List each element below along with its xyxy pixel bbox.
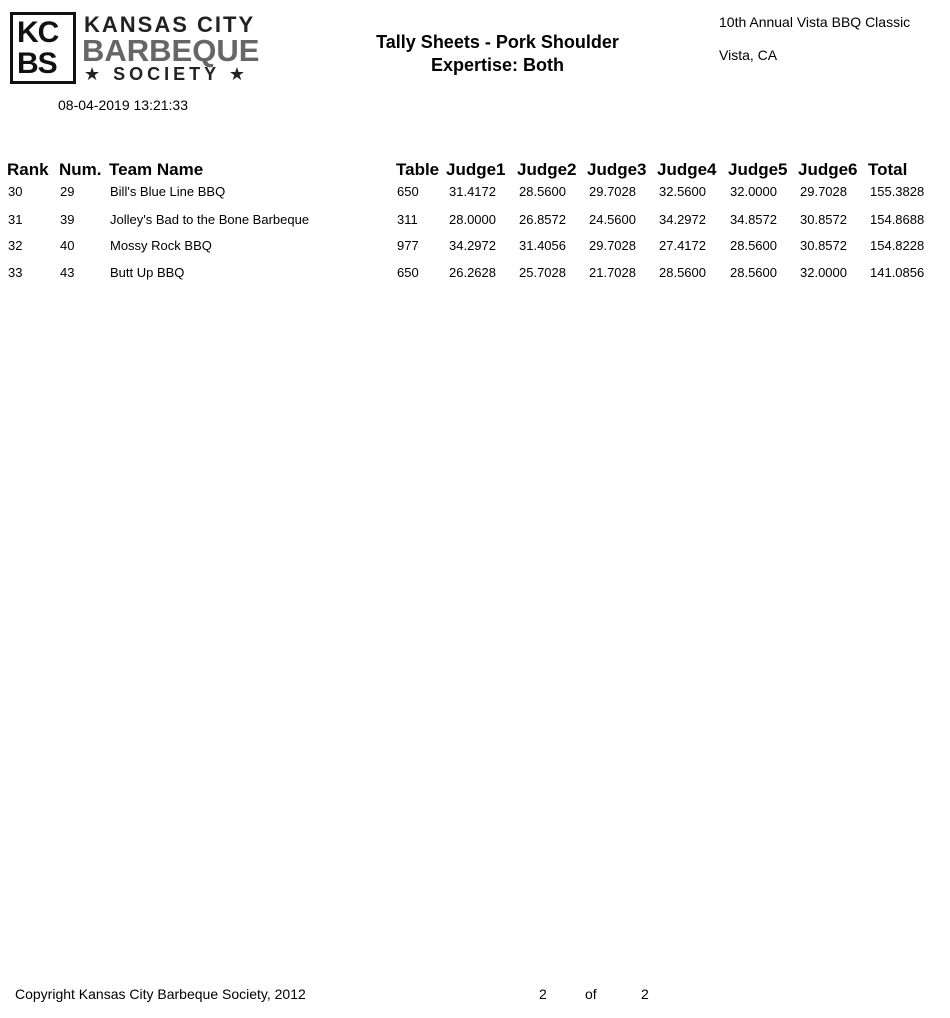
cell-judge6: 30.8572 bbox=[800, 212, 847, 227]
cell-table: 650 bbox=[397, 265, 419, 280]
cell-table: 650 bbox=[397, 184, 419, 199]
column-header-judge2: Judge2 bbox=[517, 160, 577, 179]
cell-total: 154.8688 bbox=[870, 212, 925, 227]
cell-team-name: Bill's Blue Line BBQ bbox=[110, 184, 226, 199]
cell-num: 29 bbox=[60, 184, 75, 199]
logo-monogram-bottom: BS bbox=[17, 47, 57, 80]
cell-total: 154.8228 bbox=[870, 238, 925, 253]
logo-text-barbeque: BARBEQUE bbox=[82, 33, 260, 68]
cell-judge1: 28.0000 bbox=[449, 212, 496, 227]
kcbs-logo bbox=[10, 12, 280, 86]
cell-judge6: 30.8572 bbox=[800, 238, 847, 253]
cell-judge2: 31.4056 bbox=[519, 238, 566, 253]
cell-judge4: 32.5600 bbox=[659, 184, 706, 199]
cell-rank: 33 bbox=[8, 265, 23, 280]
cell-judge1: 34.2972 bbox=[449, 238, 496, 253]
footer-page-of: of bbox=[585, 986, 597, 1002]
column-header-total: Total bbox=[868, 160, 908, 179]
column-header-judge5: Judge5 bbox=[728, 160, 788, 179]
cell-num: 40 bbox=[60, 238, 75, 253]
cell-judge4: 27.4172 bbox=[659, 238, 706, 253]
cell-num: 39 bbox=[60, 212, 75, 227]
column-header-judge4: Judge4 bbox=[657, 160, 717, 179]
cell-judge1: 31.4172 bbox=[449, 184, 496, 199]
cell-judge3: 29.7028 bbox=[589, 238, 636, 253]
cell-judge4: 28.5600 bbox=[659, 265, 706, 280]
logo-monogram bbox=[10, 12, 76, 84]
column-header-num: Num. bbox=[59, 160, 102, 179]
cell-judge2: 28.5600 bbox=[519, 184, 566, 199]
cell-team-name: Butt Up BBQ bbox=[110, 265, 185, 280]
cell-judge3: 24.5600 bbox=[589, 212, 636, 227]
cell-rank: 30 bbox=[8, 184, 23, 199]
logo-text-society: ★ SOCIETY ★ bbox=[84, 64, 249, 84]
column-header-team-name: Team Name bbox=[109, 160, 204, 179]
cell-num: 43 bbox=[60, 265, 75, 280]
event-name: 10th Annual Vista BBQ Classic bbox=[719, 14, 911, 30]
cell-judge3: 29.7028 bbox=[589, 184, 636, 199]
cell-judge4: 34.2972 bbox=[659, 212, 706, 227]
cell-judge1: 26.2628 bbox=[449, 265, 496, 280]
cell-team-name: Jolley's Bad to the Bone Barbeque bbox=[110, 212, 310, 227]
cell-team-name: Mossy Rock BBQ bbox=[110, 238, 212, 253]
cell-judge6: 29.7028 bbox=[800, 184, 847, 199]
footer-page-current: 2 bbox=[539, 986, 547, 1002]
cell-judge3: 21.7028 bbox=[589, 265, 636, 280]
logo-text-kansas-city: KANSAS CITY bbox=[84, 12, 256, 37]
cell-rank: 32 bbox=[8, 238, 23, 253]
report-title-line1: Tally Sheets - Pork Shoulder bbox=[376, 32, 619, 52]
cell-judge2: 26.8572 bbox=[519, 212, 566, 227]
column-header-judge6: Judge6 bbox=[798, 160, 858, 179]
cell-total: 141.0856 bbox=[870, 265, 925, 280]
cell-judge5: 28.5600 bbox=[730, 238, 777, 253]
report-timestamp: 08-04-2019 13:21:33 bbox=[58, 97, 188, 113]
cell-judge2: 25.7028 bbox=[519, 265, 566, 280]
cell-total: 155.3828 bbox=[870, 184, 925, 199]
cell-judge5: 28.5600 bbox=[730, 265, 777, 280]
cell-table: 311 bbox=[397, 212, 418, 227]
footer-page-total: 2 bbox=[641, 986, 649, 1002]
cell-judge5: 34.8572 bbox=[730, 212, 777, 227]
cell-rank: 31 bbox=[8, 212, 23, 227]
column-header-judge1: Judge1 bbox=[446, 160, 506, 179]
event-location: Vista, CA bbox=[719, 47, 778, 63]
column-header-judge3: Judge3 bbox=[587, 160, 647, 179]
logo-monogram-top: KC bbox=[17, 16, 59, 49]
column-header-rank: Rank bbox=[7, 160, 49, 179]
cell-judge6: 32.0000 bbox=[800, 265, 847, 280]
cell-table: 977 bbox=[397, 238, 419, 253]
report-title bbox=[300, 31, 695, 77]
cell-judge5: 32.0000 bbox=[730, 184, 777, 199]
report-title-line2: Expertise: Both bbox=[430, 55, 565, 75]
footer-copyright: Copyright Kansas City Barbeque Society, 2012 bbox=[15, 986, 306, 1002]
column-header-table: Table bbox=[396, 160, 440, 179]
